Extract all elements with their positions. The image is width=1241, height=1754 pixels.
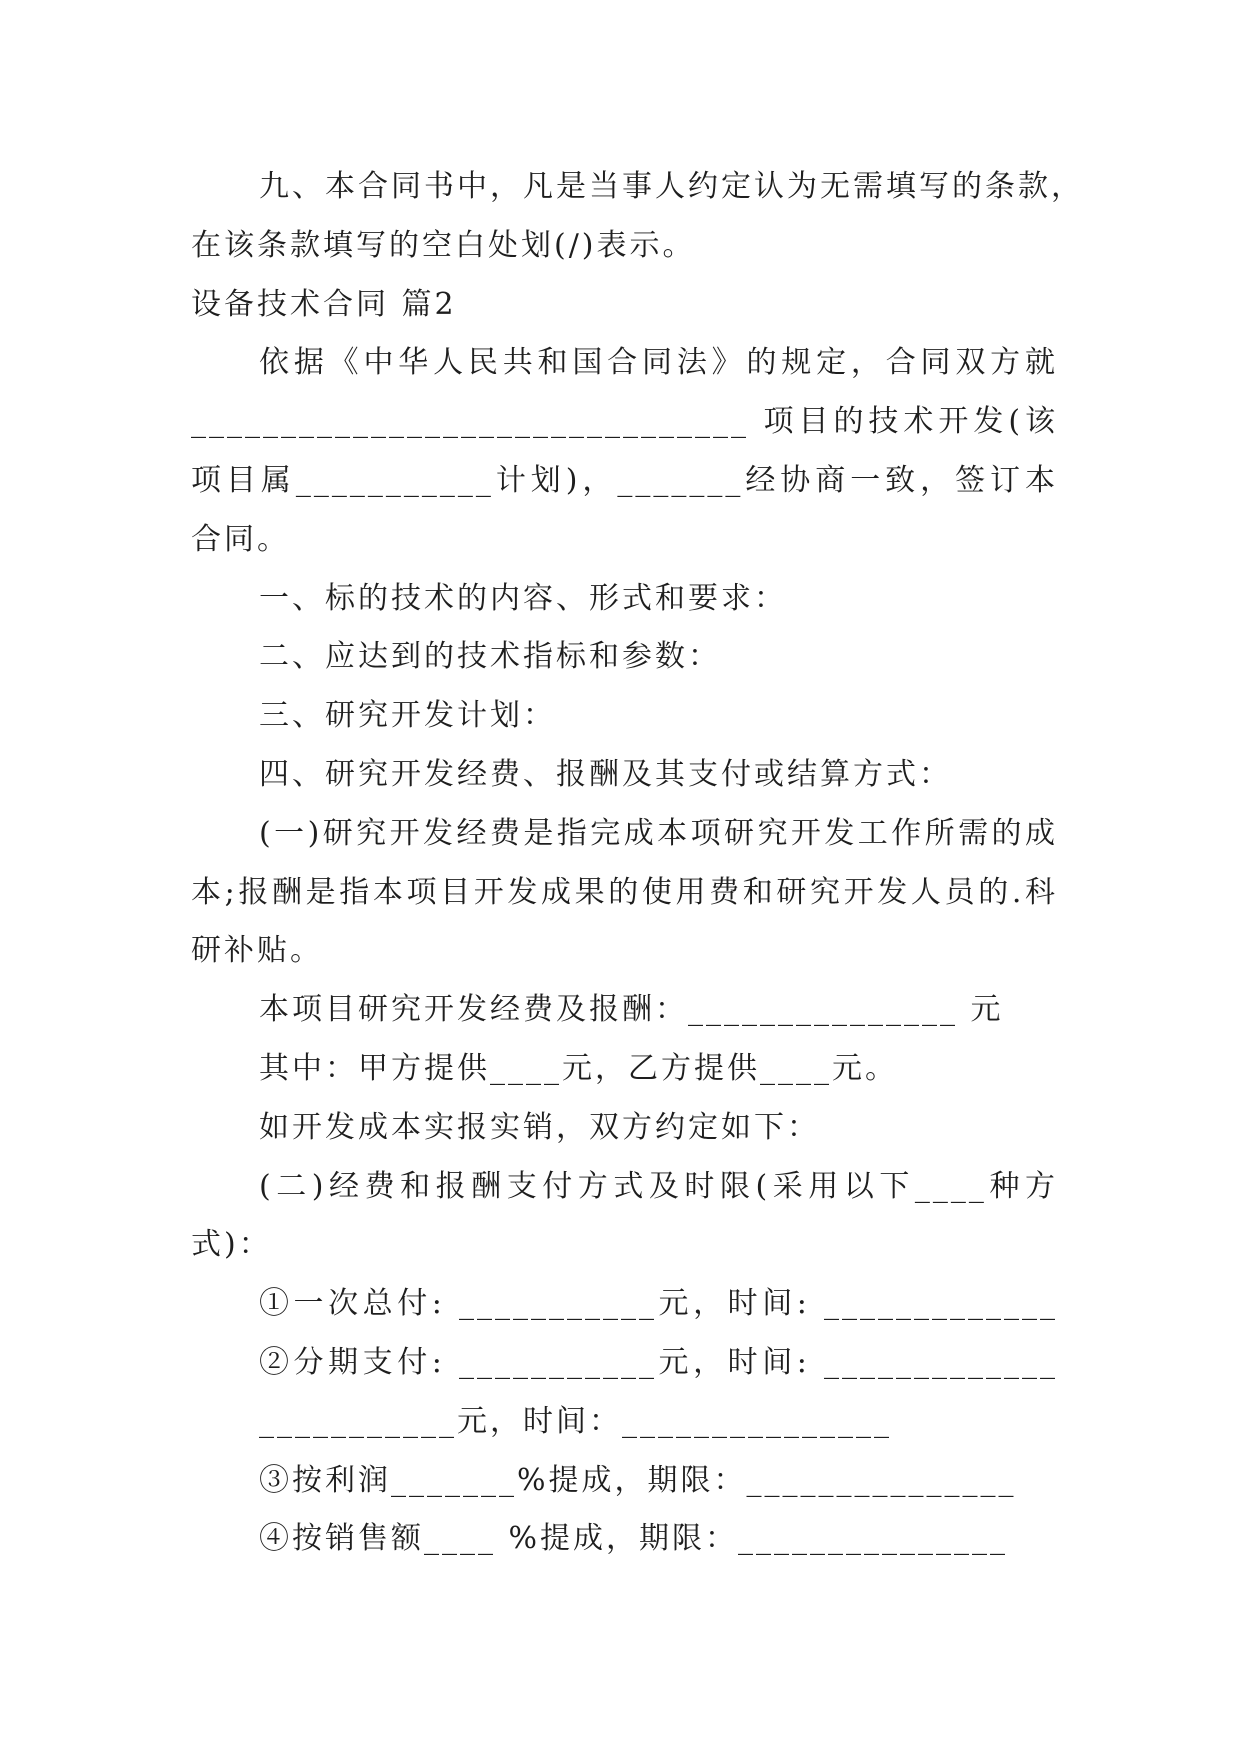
article-1-heading: 一、标的技术的内容、形式和要求： xyxy=(259,580,787,616)
funding-item-1-line-3: 研补贴。 xyxy=(191,933,323,969)
payment-option-installment: ②分期支付: ___________元，时间: _____________ xyxy=(259,1344,1058,1380)
article-4-heading: 四、研究开发经费、报酬及其支付或结算方式： xyxy=(259,756,952,792)
preamble-line-3: 项目属___________计划)，_______经协商一致，签订本 xyxy=(191,462,1058,498)
section-title: 设备技术合同 篇2 xyxy=(191,286,457,322)
payment-item-2-line-1: (二)经费和报酬支付方式及时限(采用以下____种方 xyxy=(259,1168,1058,1204)
funding-item-1-line-2: 本;报酬是指本项目开发成果的使用费和研究开发人员的.科 xyxy=(191,874,1058,910)
payment-option-lump-sum: ①一次总付: ___________元，时间: _____________ xyxy=(259,1286,1058,1322)
funding-item-1-line-1: (一)研究开发经费是指完成本项研究开发工作所需的成 xyxy=(259,815,1058,851)
payment-option-profit-share: ③按利润_______%提成，期限：_______________ xyxy=(259,1462,1017,1498)
payment-option-installment-continued: ___________元，时间：_______________ xyxy=(259,1403,892,1439)
funding-actual-cost-text: 如开发成本实报实销，双方约定如下： xyxy=(259,1109,820,1145)
preamble-line-2: _______________________________ 项目的技术开发(该 xyxy=(191,404,1058,440)
funding-total-field: 本项目研究开发经费及报酬：_______________ 元 xyxy=(259,992,1004,1028)
document-page xyxy=(191,158,1084,1569)
article-3-heading: 三、研究开发计划： xyxy=(259,698,556,734)
preamble-line-1: 依据《中华人民共和国合同法》的规定，合同双方就 xyxy=(259,345,1058,381)
clause-9-line-1: 九、本合同书中，凡是当事人约定认为无需填写的条款， xyxy=(259,169,1084,204)
preamble-line-4: 合同。 xyxy=(191,521,290,557)
article-2-heading: 二、应达到的技术指标和参数： xyxy=(259,639,721,675)
payment-item-2-line-2: 式)： xyxy=(191,1227,272,1263)
clause-9-line-2: 在该条款填写的空白处划(/)表示。 xyxy=(191,227,696,263)
payment-option-sales-share: ④按销售额____ %提成，期限：_______________ xyxy=(259,1521,1009,1557)
funding-split-field: 其中：甲方提供____元，乙方提供____元。 xyxy=(259,1050,898,1086)
